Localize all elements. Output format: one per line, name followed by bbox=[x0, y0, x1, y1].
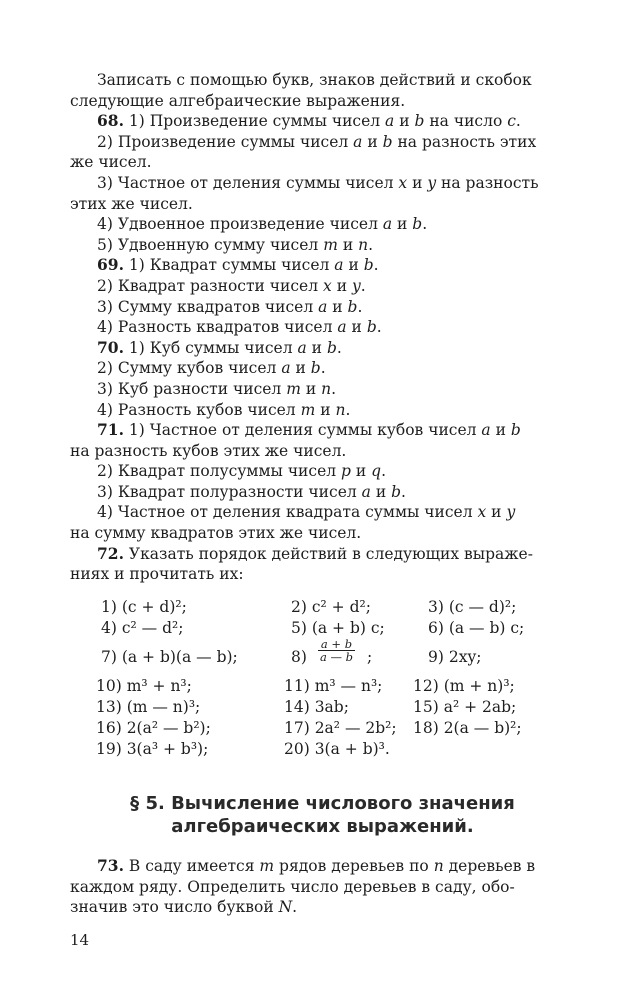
intro-line-2 bbox=[70, 91, 575, 112]
conjunction: и bbox=[394, 112, 415, 131]
variable: a bbox=[297, 338, 307, 357]
exercise-71-item-4 bbox=[70, 502, 575, 523]
conjunction: и bbox=[370, 482, 392, 501]
item-text: 4) Разность квадратов чисел bbox=[97, 318, 338, 337]
item-text: же чисел. bbox=[70, 153, 152, 172]
exercise-68-item-2-cont bbox=[70, 152, 575, 173]
fraction-denominator: a — b bbox=[320, 650, 354, 664]
variable: b bbox=[363, 256, 374, 275]
conjunction: и bbox=[346, 318, 367, 337]
variable: a bbox=[281, 359, 291, 378]
variable: x bbox=[323, 276, 332, 295]
variable: n bbox=[321, 379, 332, 398]
item-text: значив это число буквой bbox=[70, 898, 279, 917]
punctuation: . bbox=[373, 256, 379, 275]
item-text: 3) Куб разности чисел bbox=[97, 379, 287, 398]
variable: p bbox=[341, 462, 351, 481]
item-text: на число bbox=[424, 112, 508, 131]
exercise-69-item-1 bbox=[70, 255, 575, 276]
expression-10: 10) m³ + n³; bbox=[96, 677, 192, 695]
punctuation: . bbox=[357, 297, 363, 316]
expression-8-end: ; bbox=[367, 648, 373, 666]
exercise-number: 72. bbox=[97, 543, 124, 563]
exercise-70-item-4 bbox=[70, 400, 575, 421]
item-text: 2) Произведение суммы чисел bbox=[97, 132, 354, 151]
conjunction: и bbox=[392, 215, 413, 234]
item-text: на разность кубов этих же чисел. bbox=[70, 441, 347, 460]
exercise-68-item-1 bbox=[70, 111, 575, 132]
section-heading-line-1: § 5. Вычисление числового значения bbox=[130, 793, 515, 814]
intro-text: Записать с помощью букв, знаков действий и скобок bbox=[97, 71, 532, 89]
variable: y bbox=[427, 173, 437, 192]
exercise-68-item-3 bbox=[70, 173, 575, 194]
exercise-69-item-2 bbox=[70, 276, 575, 297]
exercise-73-block bbox=[70, 856, 575, 918]
exercise-number: 69. bbox=[97, 255, 124, 275]
variable: b bbox=[347, 297, 358, 316]
intro-line-1 bbox=[70, 70, 575, 91]
expression-12: 12) (m + n)³; bbox=[413, 677, 515, 695]
exercise-73-line-2 bbox=[70, 877, 575, 898]
variable: a bbox=[318, 297, 328, 316]
variable: n bbox=[335, 400, 346, 419]
exercise-71-item-1 bbox=[70, 420, 575, 441]
variable: a bbox=[481, 421, 491, 440]
item-text: 4) Удвоенное произведение чисел bbox=[97, 215, 383, 234]
conjunction: и bbox=[315, 400, 336, 419]
item-text: ниях и прочитать их: bbox=[70, 565, 244, 584]
punctuation: . bbox=[331, 379, 337, 398]
item-text: 1) Куб суммы чисел bbox=[123, 338, 298, 357]
item-text: 3) Квадрат полуразности чисел bbox=[97, 482, 362, 501]
item-text: каждом ряду. Определить число деревьев в саду, обо- bbox=[70, 877, 515, 896]
conjunction: и bbox=[306, 338, 327, 357]
section-heading-line-2: алгебраических выражений. bbox=[171, 816, 474, 837]
exercise-69-item-3 bbox=[70, 297, 575, 318]
variable: q bbox=[371, 462, 382, 481]
item-text: 4) Частное от деления квадрата суммы чисел bbox=[97, 503, 478, 522]
punctuation: . bbox=[381, 462, 387, 481]
variable: b bbox=[510, 421, 521, 440]
variable: n bbox=[358, 235, 369, 254]
expression-4: 4) c² — d²; bbox=[101, 619, 184, 637]
exercise-number: 73. bbox=[97, 856, 124, 875]
conjunction: и bbox=[331, 276, 352, 295]
expression-18: 18) 2(a — b)²; bbox=[413, 719, 522, 737]
exercise-70-item-1 bbox=[70, 338, 575, 359]
variable: b bbox=[412, 215, 423, 234]
punctuation: . bbox=[336, 338, 342, 357]
variable: a bbox=[334, 256, 344, 275]
punctuation: . bbox=[376, 318, 382, 337]
intro-text-2: следующие алгебраические выражения. bbox=[70, 91, 406, 110]
expression-2: 2) c² + d²; bbox=[291, 598, 371, 616]
exercise-68-item-4 bbox=[70, 214, 575, 235]
item-text: В саду имеется bbox=[123, 857, 260, 875]
expression-17: 17) 2a² — 2b²; bbox=[284, 719, 397, 737]
conjunction: и bbox=[337, 235, 359, 254]
item-text: деревьев в bbox=[443, 857, 536, 875]
exercise-68-item-3-cont bbox=[70, 194, 575, 215]
expression-7: 7) (a + b)(a — b); bbox=[101, 648, 238, 666]
exercise-69-item-4 bbox=[70, 317, 575, 338]
exercise-number: 70. bbox=[97, 337, 124, 357]
exercise-71-item-3 bbox=[70, 482, 575, 503]
item-text: 1) Квадрат суммы чисел bbox=[123, 256, 335, 275]
conjunction: и bbox=[300, 379, 322, 398]
variable: m bbox=[286, 379, 301, 398]
variable: b bbox=[310, 359, 321, 378]
expression-6: 6) (a — b) c; bbox=[428, 619, 525, 637]
variable: m bbox=[300, 400, 316, 419]
item-text: рядов деревьев по bbox=[274, 857, 434, 875]
expressions-grid bbox=[0, 592, 625, 760]
variable: N bbox=[278, 898, 293, 917]
variable: c bbox=[507, 112, 516, 131]
section-heading bbox=[70, 792, 575, 838]
conjunction: и bbox=[362, 132, 383, 151]
variable: b bbox=[414, 112, 425, 131]
conjunction: и bbox=[290, 359, 311, 378]
expression-1: 1) (c + d)²; bbox=[101, 598, 187, 616]
expression-16: 16) 2(a² — b²); bbox=[96, 719, 211, 737]
punctuation: . bbox=[401, 482, 406, 501]
exercise-71-item-2 bbox=[70, 461, 575, 482]
variable: a bbox=[361, 482, 371, 501]
conjunction: и bbox=[486, 503, 507, 522]
punctuation: . bbox=[422, 215, 428, 234]
punctuation: . bbox=[345, 400, 351, 419]
variable: b bbox=[366, 318, 377, 337]
expression-3: 3) (c — d)²; bbox=[428, 598, 517, 616]
punctuation: . bbox=[360, 276, 366, 295]
variable: b bbox=[391, 482, 402, 501]
item-text: на разность bbox=[436, 173, 539, 192]
item-text: 2) Квадрат полусуммы чисел bbox=[97, 462, 342, 481]
item-text: 2) Квадрат разности чисел bbox=[97, 276, 324, 295]
exercise-71-item-4-cont bbox=[70, 523, 575, 544]
expression-8-label: 8) bbox=[291, 648, 307, 666]
item-text: на разность этих bbox=[392, 132, 537, 151]
variable: a bbox=[353, 132, 363, 151]
exercise-block-top bbox=[70, 70, 575, 585]
page-number: 14 bbox=[70, 931, 90, 949]
variable: a bbox=[382, 215, 393, 234]
variable: m bbox=[259, 857, 275, 875]
conjunction: и bbox=[343, 256, 364, 275]
item-text: 2) Сумму кубов чисел bbox=[97, 359, 282, 378]
variable: x bbox=[398, 173, 408, 192]
exercise-68-item-2 bbox=[70, 132, 575, 153]
variable: x bbox=[477, 503, 487, 522]
variable: y bbox=[506, 503, 516, 522]
expression-11: 11) m³ — n³; bbox=[284, 677, 383, 695]
exercise-number: 71. bbox=[97, 420, 124, 440]
item-text: 1) Частное от деления суммы кубов чисел bbox=[123, 421, 482, 440]
item-text: на сумму квадратов этих же чисел. bbox=[70, 524, 362, 543]
item-text: 3) Сумму квадратов чисел bbox=[97, 297, 319, 316]
exercise-70-item-3 bbox=[70, 379, 575, 400]
conjunction: и bbox=[407, 173, 428, 192]
exercise-number: 68. bbox=[97, 111, 124, 131]
punctuation: . bbox=[368, 235, 373, 254]
expression-14: 14) 3ab; bbox=[284, 698, 349, 716]
expression-15: 15) a² + 2ab; bbox=[413, 698, 517, 716]
item-text: 3) Частное от деления суммы чисел bbox=[97, 173, 399, 192]
exercise-73-line-1 bbox=[70, 856, 575, 877]
punctuation: . bbox=[515, 112, 521, 131]
punctuation: . bbox=[320, 359, 326, 378]
variable: b bbox=[382, 132, 393, 151]
expression-8-fraction bbox=[318, 638, 355, 663]
item-text: 1) Произведение суммы чисел bbox=[123, 112, 386, 131]
exercise-70-item-2 bbox=[70, 358, 575, 379]
punctuation: . bbox=[292, 898, 298, 917]
item-text: 4) Разность кубов чисел bbox=[97, 400, 301, 419]
conjunction: и bbox=[490, 421, 511, 440]
item-text: 5) Удвоенную сумму чисел bbox=[97, 235, 324, 254]
variable: m bbox=[323, 235, 338, 254]
variable: y bbox=[351, 276, 361, 295]
expression-9: 9) 2xy; bbox=[428, 648, 482, 666]
exercise-71-item-1-cont bbox=[70, 441, 575, 462]
variable: b bbox=[326, 338, 337, 357]
expression-20: 20) 3(a + b)³. bbox=[284, 740, 390, 758]
conjunction: и bbox=[350, 462, 372, 481]
item-text: Указать порядок действий в следующих выраже- bbox=[123, 544, 533, 563]
variable: n bbox=[433, 857, 444, 875]
fraction-numerator: a + b bbox=[318, 638, 355, 651]
variable: a bbox=[337, 318, 347, 337]
exercise-72 bbox=[70, 544, 575, 565]
conjunction: и bbox=[327, 297, 348, 316]
expression-5: 5) (a + b) c; bbox=[291, 619, 385, 637]
item-text: этих же чисел. bbox=[70, 194, 193, 213]
exercise-72-cont bbox=[70, 564, 575, 585]
expression-13: 13) (m — n)³; bbox=[96, 698, 201, 716]
exercise-73-line-3 bbox=[70, 897, 575, 918]
variable: a bbox=[385, 112, 395, 131]
expression-19: 19) 3(a³ + b³); bbox=[96, 740, 209, 758]
exercise-68-item-5 bbox=[70, 235, 575, 256]
